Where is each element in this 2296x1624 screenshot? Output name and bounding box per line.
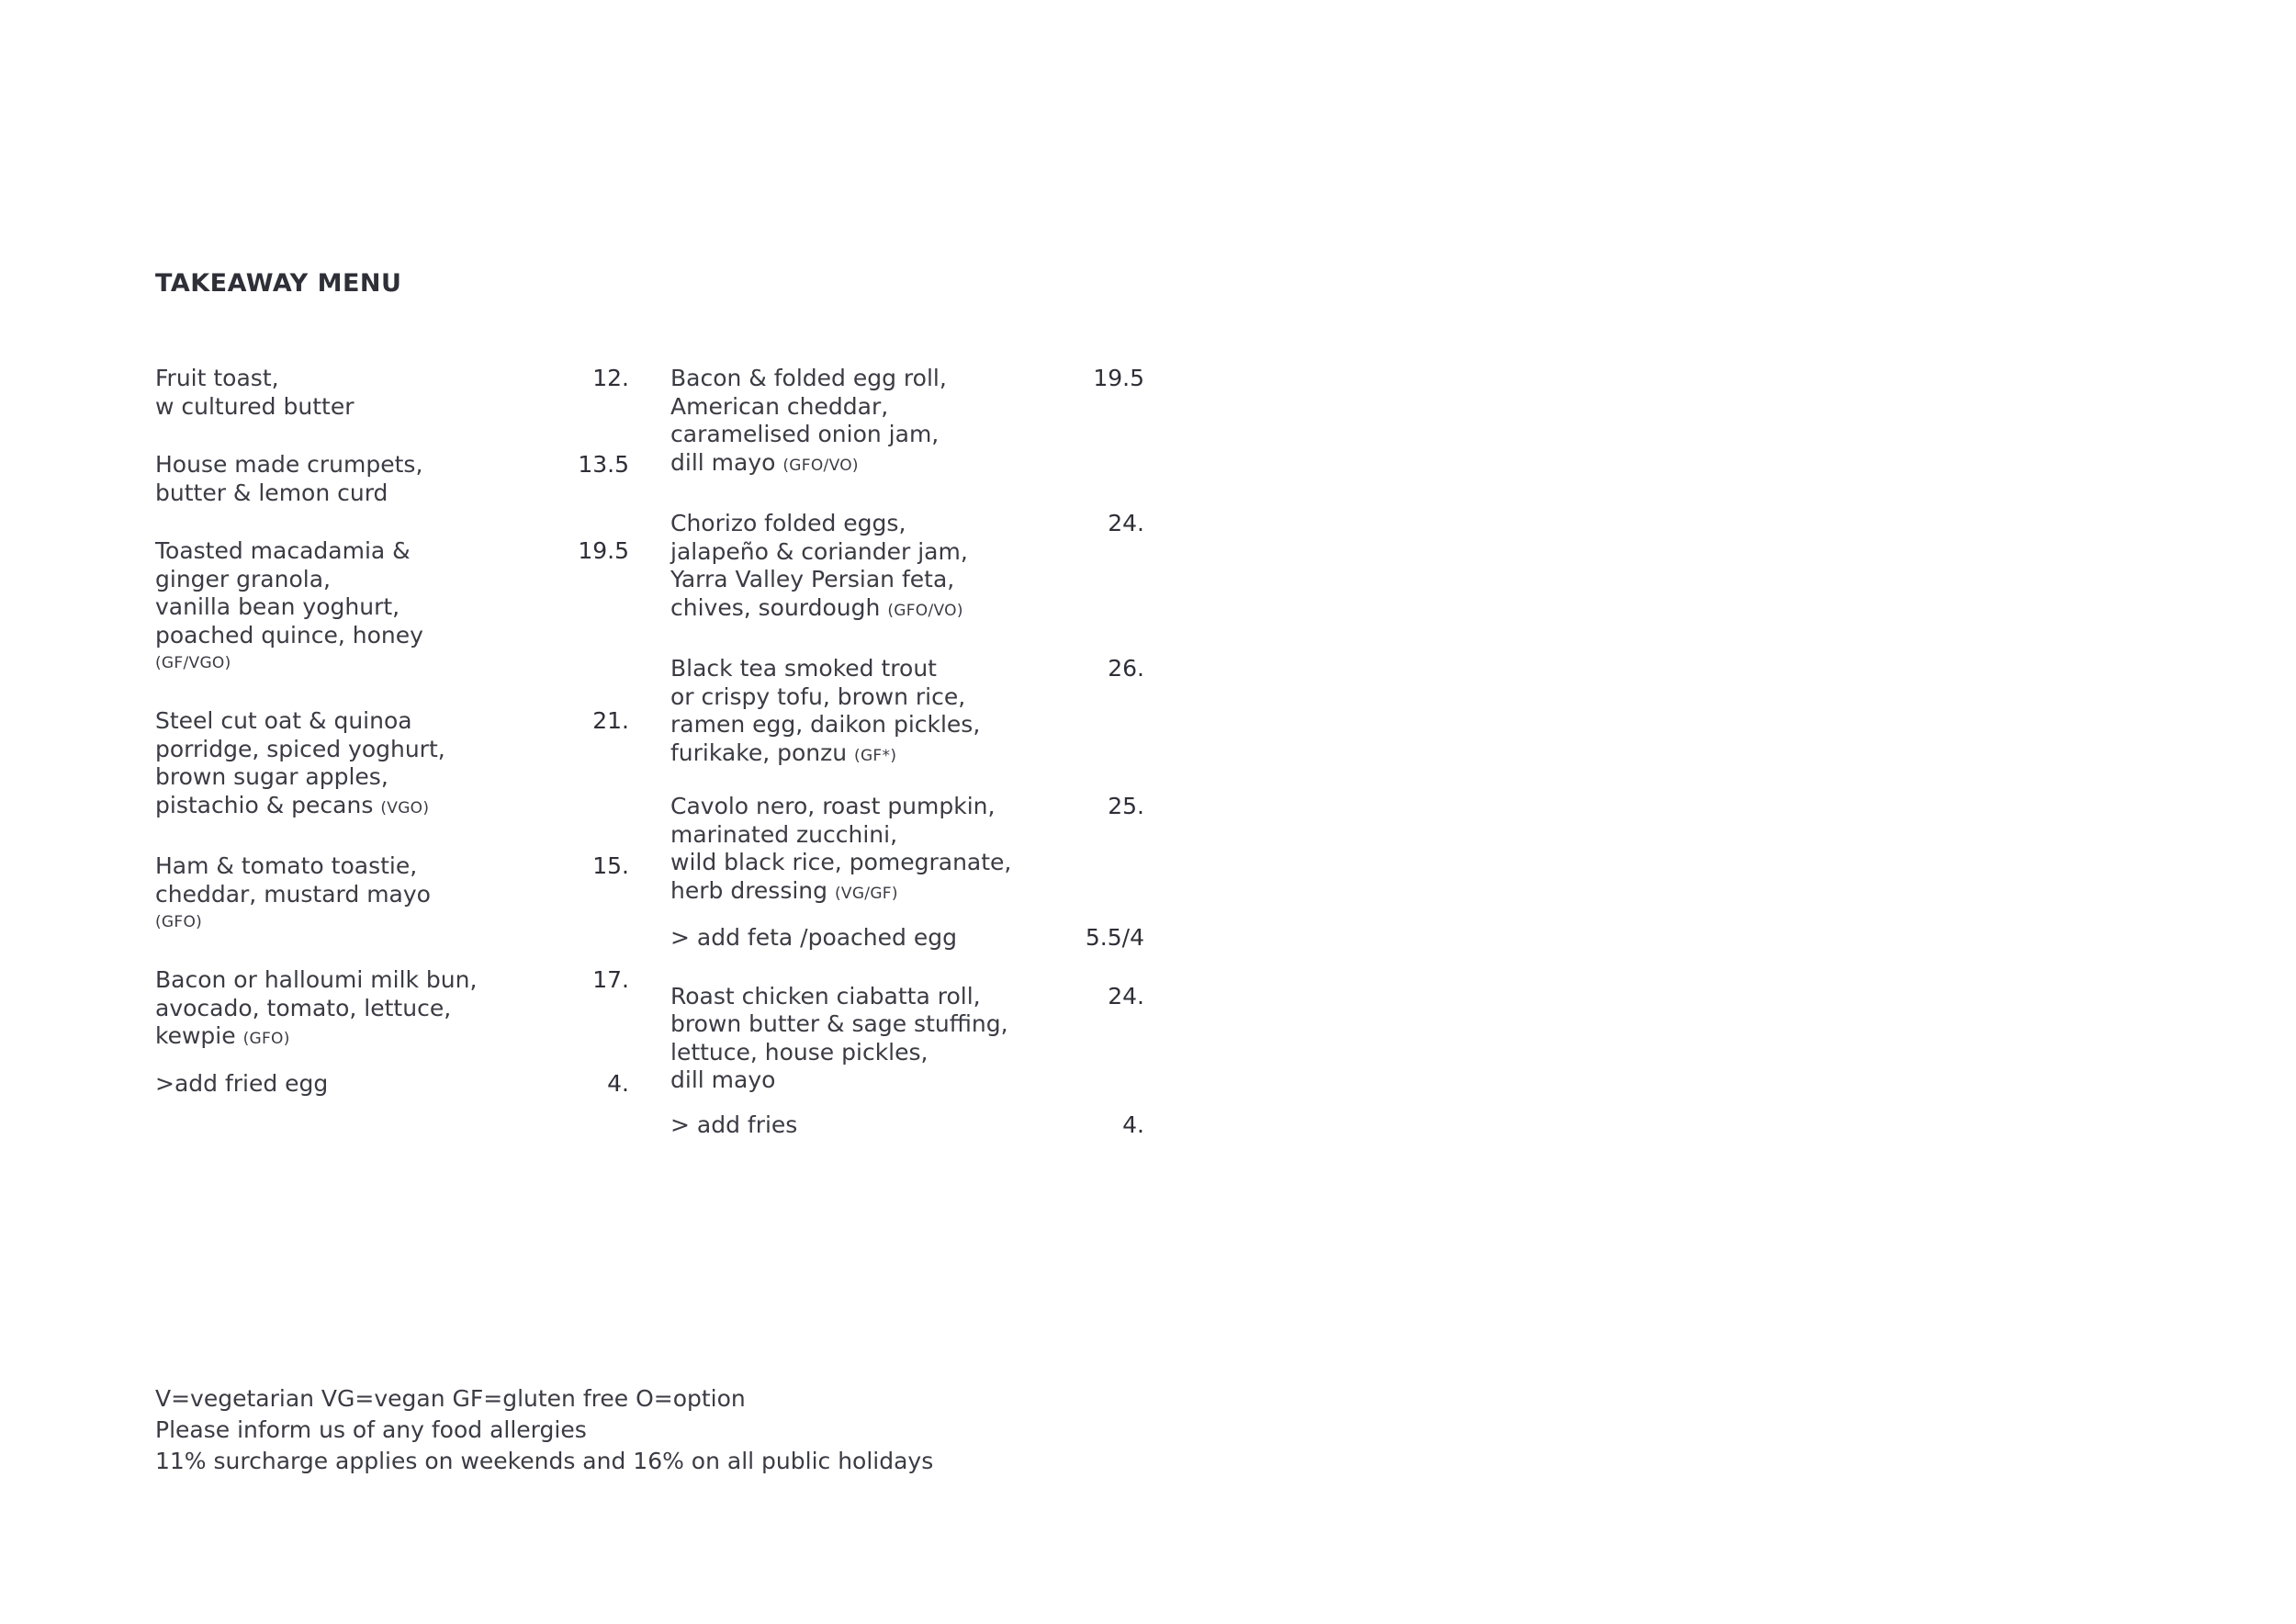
dietary-tag: (GFO/VO) — [887, 601, 963, 620]
menu-item-chorizo-eggs — [670, 510, 1144, 625]
dietary-tag: (GFO/VO) — [782, 456, 859, 475]
item-line — [670, 594, 1038, 626]
item-line: brown sugar apples, — [155, 763, 388, 790]
item-line: Roast chicken ciabatta roll, — [670, 982, 981, 1009]
menu-column-left — [155, 365, 629, 1098]
dietary-tag: (VGO) — [380, 798, 430, 818]
item-line: brown butter & sage stuffing, — [670, 1010, 1008, 1037]
item-line: caramelised onion jam, — [670, 421, 940, 447]
item-price: 12. — [592, 365, 629, 391]
item-line: Cavolo nero, roast pumpkin, — [670, 793, 996, 819]
menu-item-bacon-egg-roll — [670, 365, 1144, 479]
item-line: Ham & tomato toastie, — [155, 852, 418, 879]
item-price: 4. — [607, 1069, 629, 1097]
item-price: 15. — [592, 852, 629, 879]
item-line: jalapeño & coriander jam, — [670, 537, 968, 565]
menu-addon-feta-egg — [670, 924, 1144, 953]
menu-footer-notes — [155, 1383, 933, 1477]
item-line-text: pistachio & pecans — [155, 791, 374, 818]
menu-item-ham-toastie — [155, 852, 629, 936]
item-line: wild black rice, pomegranate, — [670, 849, 1012, 875]
menu-item-chicken-roll — [670, 983, 1144, 1095]
item-line: porridge, spiced yoghurt, — [155, 735, 445, 762]
surcharge-notice: 11% surcharge applies on weekends and 16% on all public holidays — [155, 1448, 934, 1474]
item-line-text: kewpie — [155, 1022, 236, 1049]
menu-column-right — [670, 365, 1144, 1139]
dietary-legend: V=vegetarian VG=vegan GF=gluten free O=option — [155, 1385, 746, 1412]
item-line: or crispy tofu, brown rice, — [670, 682, 966, 710]
item-line: poached quince, honey — [155, 621, 423, 648]
item-line: Fruit toast, — [155, 365, 279, 391]
item-line-text: chives, sourdough — [670, 593, 881, 621]
item-line — [670, 739, 1038, 771]
menu-item-cavolo-nero — [670, 793, 1144, 908]
item-line — [670, 449, 1038, 480]
item-line: Black tea smoked trout — [670, 655, 937, 682]
item-line: Toasted macadamia & — [155, 537, 411, 564]
dietary-tag: (VG/GF) — [834, 884, 898, 903]
menu-item-fruit-toast — [155, 365, 629, 421]
item-line-text: furikake, ponzu — [670, 739, 848, 766]
item-line: >add fried egg — [155, 1069, 329, 1097]
item-line: > add fries — [670, 1111, 798, 1138]
item-price: 24. — [1108, 982, 1144, 1009]
menu-addon-fries — [670, 1111, 1144, 1140]
item-price: 4. — [1122, 1111, 1144, 1138]
dietary-tag: (GF/VGO) — [155, 654, 231, 672]
item-line: > add feta /poached egg — [670, 924, 957, 951]
item-line: butter & lemon curd — [155, 479, 388, 506]
item-price: 21. — [592, 707, 629, 734]
item-line — [155, 792, 523, 823]
item-line: dill mayo — [670, 1066, 776, 1093]
item-line: avocado, tomato, lettuce, — [155, 994, 452, 1021]
item-line: vanilla bean yoghurt, — [155, 593, 400, 620]
dietary-tag: (GF*) — [854, 746, 897, 765]
menu-addon-fried-egg — [155, 1070, 629, 1099]
item-price: 19.5 — [1093, 365, 1144, 391]
item-line: ginger granola, — [155, 565, 331, 592]
item-line: American cheddar, — [670, 392, 889, 420]
menu-item-milk-bun — [155, 966, 629, 1054]
item-price: 26. — [1108, 655, 1144, 682]
item-line-text: dill mayo — [670, 448, 776, 476]
item-line: cheddar, mustard mayo — [155, 880, 431, 908]
allergy-notice: Please inform us of any food allergies — [155, 1416, 587, 1443]
dietary-tag: (GFO) — [155, 913, 203, 931]
menu-title: TAKEAWAY MENU — [155, 269, 402, 298]
item-line — [670, 877, 1038, 908]
item-price: 25. — [1108, 793, 1144, 819]
menu-item-porridge — [155, 707, 629, 822]
item-line-text: herb dressing — [670, 876, 828, 904]
item-line — [155, 1022, 523, 1054]
item-line: lettuce, house pickles, — [670, 1038, 929, 1066]
item-price: 5.5/4 — [1085, 924, 1144, 951]
item-line: Bacon & folded egg roll, — [670, 365, 947, 391]
menu-item-smoked-trout — [670, 655, 1144, 770]
item-line: w cultured butter — [155, 392, 355, 420]
item-line: Steel cut oat & quinoa — [155, 707, 412, 734]
item-line: Bacon or halloumi milk bun, — [155, 966, 478, 993]
item-price: 17. — [592, 966, 629, 993]
item-line: House made crumpets, — [155, 451, 423, 478]
item-price: 13.5 — [578, 451, 629, 478]
item-price: 19.5 — [578, 537, 629, 564]
menu-item-crumpets — [155, 451, 629, 507]
item-line: marinated zucchini, — [670, 820, 898, 848]
item-price: 24. — [1108, 510, 1144, 536]
dietary-tag: (GFO) — [242, 1030, 290, 1048]
item-line: Yarra Valley Persian feta, — [670, 566, 955, 592]
item-line: ramen egg, daikon pickles, — [670, 711, 981, 738]
menu-item-granola — [155, 537, 629, 677]
item-line: Chorizo folded eggs, — [670, 510, 906, 536]
